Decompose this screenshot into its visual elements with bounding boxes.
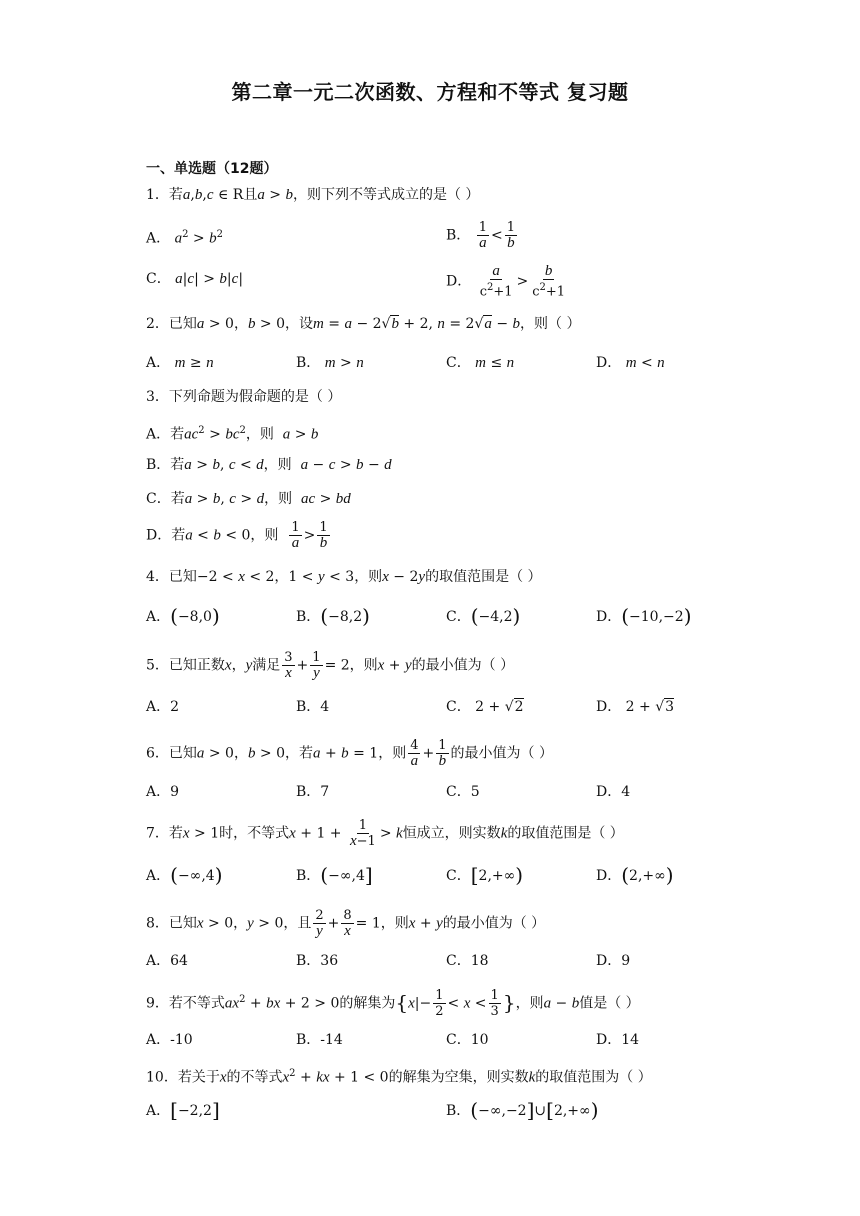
q6-option-a: A．9 — [146, 784, 180, 800]
question-6: 6．已知a > 0，b > 0，若a + b = 1，则 $\frac{4}{a}$ + $\frac{1}{b}$ 的最小值为（ ） — [146, 738, 553, 769]
q5-option-c: C． 2 + √2 — [446, 699, 524, 715]
q6-option-d: D．4 — [596, 784, 631, 800]
question-1: 1．若a,b,c ∈ R且a > b，则下列不等式成立的是（ ） — [146, 187, 480, 203]
q1-option-a: A． $a^2 > b^2$ — [146, 229, 223, 247]
question-2: 2．已知a > 0，b > 0，设m = a − 2√b + 2, n = 2√a − b，则（ ） — [146, 316, 581, 332]
question-8: 8．已知x > 0，y > 0，且 $\frac{2}{y}$ + $\frac{8}{x}$ = 1，则x + y的最小值为（ ） — [146, 908, 546, 939]
q9-option-b: B．-14 — [296, 1032, 343, 1048]
q5-option-d: D． 2 + √3 — [596, 699, 675, 715]
question-9: 9．若不等式$ax^2$ + bx + 2 > 0的解集为{x|− $\frac{1}{2}$ < x < $\frac{1}{3}$ }，则a − b值是（ ） — [146, 988, 640, 1019]
question-10: 10．若关于x的不等式$x^2$ + kx + 1 < 0的解集为空集，则实数k的取值范围为（ ） — [146, 1068, 652, 1086]
question-4: 4．已知−2 < x < 2，1 < y < 3，则x − 2y的取值范围是（ ） — [146, 569, 542, 585]
q4-option-a: A．(−8,0) — [146, 604, 220, 628]
q2-option-c: C． m ≤ n — [446, 355, 515, 371]
q1-option-c: C． a|c| > b|c| — [146, 271, 244, 287]
q7-option-a: A．(−∞,4) — [146, 863, 223, 887]
q8-option-b: B．36 — [296, 953, 339, 969]
q4-option-d: D．(−10,−2) — [596, 604, 692, 628]
q3-option-b: B．若a > b, c < d，则 a − c > b − d — [146, 457, 392, 473]
q4-option-c: C．(−4,2) — [446, 604, 521, 628]
q1-option-d: D． $\frac{a}{c^2+1}$ > $\frac{b}{c^2+1}$ — [446, 263, 566, 300]
q3-option-c: C．若a > b, c > d，则 ac > bd — [146, 491, 351, 507]
q2-option-a: A． m ≥ n — [146, 355, 214, 371]
q6-option-b: B．7 — [296, 784, 330, 800]
q10-option-a: A．[−2,2] — [146, 1098, 220, 1122]
q9-option-d: D．14 — [596, 1032, 640, 1048]
q3-option-a: A．若$ac^2 > bc^2$，则 a > b — [146, 425, 319, 443]
q1-option-b: B． $\frac{1}{a}$ < $\frac{1}{b}$ — [446, 220, 516, 251]
q2-option-b: B． m > n — [296, 355, 364, 371]
page-title: 第二章一元二次函数、方程和不等式 复习题 — [231, 80, 629, 104]
q3-option-d: D．若a < b < 0，则 $\frac{1}{a}$ > $\frac{1}{b}$ — [146, 520, 328, 551]
q7-option-c: C．[2,+∞) — [446, 863, 524, 887]
q8-option-d: D．9 — [596, 953, 631, 969]
q7-option-b: B．(−∞,4] — [296, 863, 373, 887]
q8-option-a: A．64 — [146, 953, 188, 969]
q9-option-c: C．10 — [446, 1032, 489, 1048]
question-7: 7．若x > 1时，不等式x + 1 + $\frac{1}{x-1}$ > k恒成立，则实数k的取值范围是（ ） — [146, 818, 624, 849]
question-5: 5．已知正数x，y满足 $\frac{3}{x}$ + $\frac{1}{y}$ = 2，则x + y的最小值为（ ） — [146, 650, 515, 681]
q6-option-c: C．5 — [446, 784, 480, 800]
q7-option-d: D．(2,+∞) — [596, 863, 674, 887]
q5-option-b: B．4 — [296, 699, 330, 715]
q5-option-a: A．2 — [146, 699, 180, 715]
q2-option-d: D． m < n — [596, 355, 665, 371]
q4-option-b: B．(−8,2) — [296, 604, 370, 628]
q9-option-a: A．-10 — [146, 1032, 193, 1048]
q8-option-c: C．18 — [446, 953, 489, 969]
q10-option-b: B．(−∞,−2]∪[2,+∞) — [446, 1098, 599, 1122]
section-heading: 一、单选题（12题） — [146, 161, 278, 177]
question-3: 3．下列命题为假命题的是（ ） — [146, 389, 342, 405]
